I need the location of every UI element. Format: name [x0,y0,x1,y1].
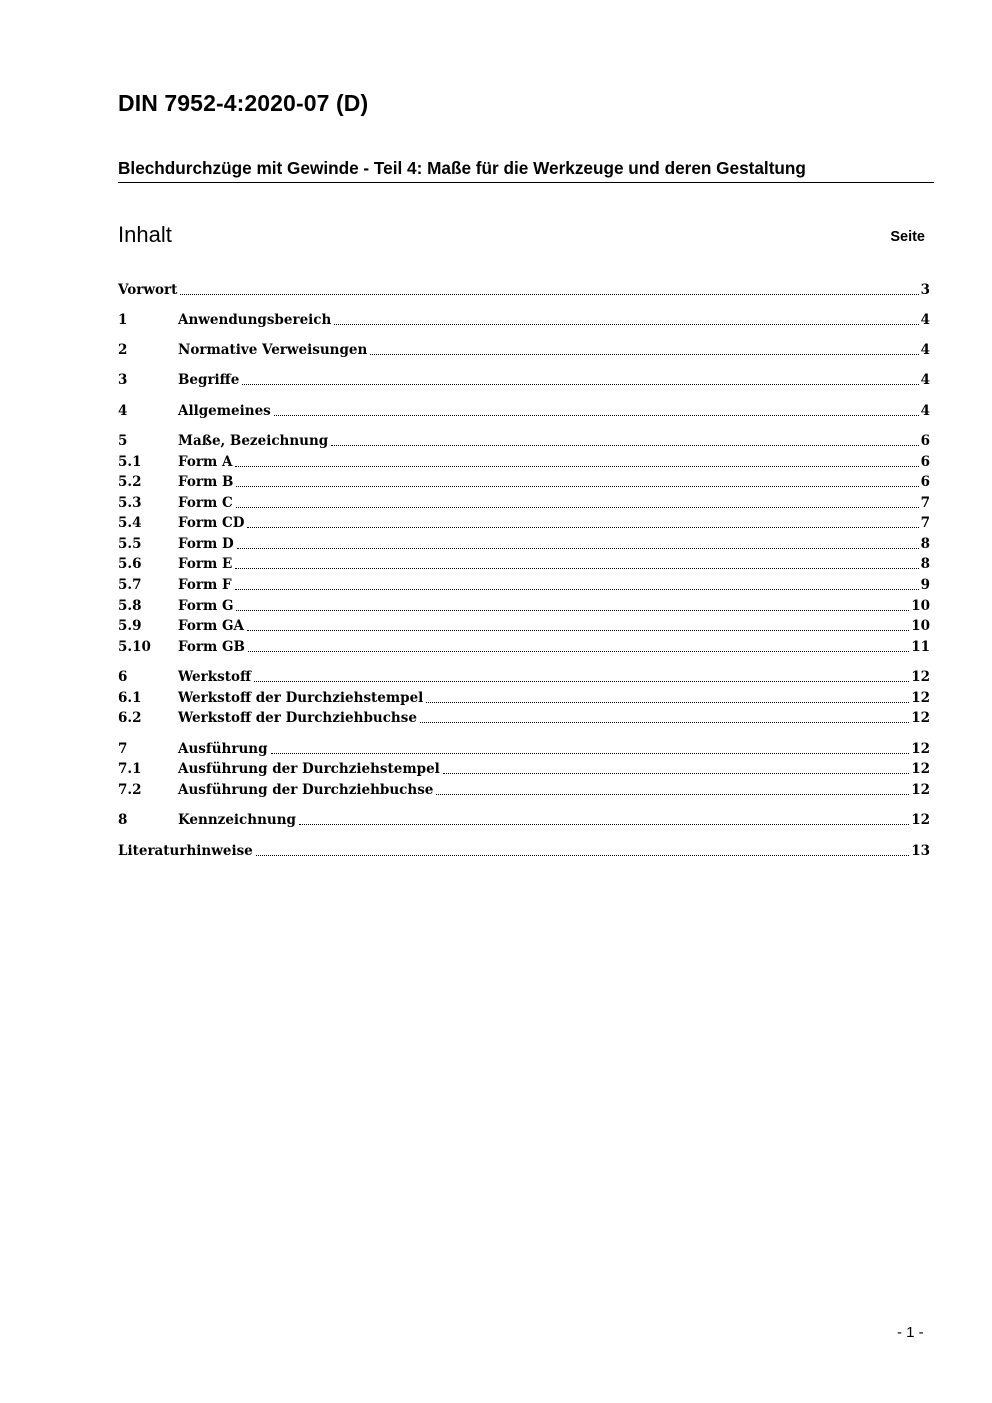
toc-leader-dots [248,651,909,652]
toc-entry-title: Ausführung der Durchziehbuchse [178,782,434,798]
toc-entry-literaturhinweise[interactable] [118,841,930,861]
toc-entry-page: 10 [911,598,930,614]
toc-entry-number: 5.4 [118,515,142,531]
toc-leader-dots [299,824,909,825]
toc-leader-dots [235,589,919,590]
toc-leader-dots [370,354,918,355]
toc-entry-number: 6.1 [118,690,142,706]
toc-leader-dots [236,507,919,508]
toc-entry-page: 7 [920,495,930,511]
toc-entry-page: 12 [911,669,930,685]
toc-leader-dots [426,702,909,703]
toc-leader-dots [247,527,918,528]
toc-entry-page: 4 [920,403,930,419]
toc-entry-number: 5.10 [118,639,151,655]
toc-entry-7-2[interactable] [118,780,930,800]
toc-leader-dots [436,794,909,795]
toc-entry-title: Allgemeines [178,403,271,419]
toc-entry-title: Form G [178,598,234,614]
toc-entry-title: Form CD [178,515,245,531]
toc-entry-title: Werkstoff [178,669,252,685]
toc-entry-title: Form A [178,454,233,470]
toc-entry-title: Form D [178,536,234,552]
toc-entry-number: 2 [118,342,128,358]
toc-entry-page: 12 [911,741,930,757]
toc-leader-dots [274,415,919,416]
toc-entry-page: 10 [911,618,930,634]
toc-entry-5-6[interactable] [118,554,930,574]
toc-entry-page: 13 [911,843,930,859]
toc-leader-dots [443,773,909,774]
toc-entry-title: Form GB [178,639,245,655]
toc-leader-dots [235,568,918,569]
toc-leader-dots [180,294,918,295]
toc-entry-8[interactable] [118,810,930,830]
toc-entry-title: Normative Verweisungen [178,342,368,358]
toc-entry-page: 7 [920,515,930,531]
toc-leader-dots [236,610,909,611]
document-title: DIN 7952-4:2020-07 (D) [118,90,369,116]
toc-entry-title: Anwendungsbereich [178,312,332,328]
toc-entry-page: 12 [911,710,930,726]
toc-leader-dots [236,486,918,487]
toc-leader-dots [256,855,909,856]
toc-entry-title: Kennzeichnung [178,812,296,828]
toc-page-column-label: Seite [890,229,925,245]
toc-leader-dots [235,466,918,467]
toc-entry-5-9[interactable] [118,616,930,636]
toc-entry-5-2[interactable] [118,472,930,492]
toc-entry-title: Literaturhinweise [118,843,253,859]
toc-entry-title: Form E [178,556,233,572]
toc-leader-dots [237,548,919,549]
toc-entry-page: 12 [911,782,930,798]
toc-entry-number: 5.7 [118,577,142,593]
toc-entry-vorwort[interactable] [118,280,930,300]
toc-entry-5-4[interactable] [118,513,930,533]
toc-entry-number: 5 [118,433,128,449]
toc-entry-title: Werkstoff der Durchziehbuchse [178,710,417,726]
toc-entry-number: 8 [118,812,128,828]
toc-entry-title: Ausführung der Durchziehstempel [178,761,440,777]
toc-entry-7[interactable] [118,739,930,759]
toc-leader-dots [271,753,910,754]
toc-leader-dots [247,630,909,631]
toc-entry-title: Form B [178,474,234,490]
toc-entry-page: 6 [920,454,930,470]
toc-entry-5-7[interactable] [118,575,930,595]
toc-entry-number: 6.2 [118,710,142,726]
toc-entry-page: 8 [920,536,930,552]
toc-entry-title: Ausführung [178,741,268,757]
toc-entry-number: 3 [118,372,128,388]
toc-entry-4[interactable] [118,401,930,421]
toc-entry-title: Vorwort [118,282,178,298]
toc-entry-number: 1 [118,312,128,328]
toc-entry-5[interactable] [118,431,930,451]
toc-entry-page: 4 [920,312,930,328]
toc-entry-page: 12 [911,690,930,706]
toc-entry-page: 6 [920,433,930,449]
toc-entry-page: 12 [911,812,930,828]
toc-entry-number: 5.3 [118,495,142,511]
toc-entry-number: 5.5 [118,536,142,552]
toc-leader-dots [242,384,918,385]
page-number: - 1 - [897,1324,924,1341]
toc-entry-6-2[interactable] [118,708,930,728]
toc-entry-page: 6 [920,474,930,490]
toc-entry-5-3[interactable] [118,493,930,513]
toc-entry-number: 4 [118,403,128,419]
toc-entry-number: 7.2 [118,782,142,798]
toc-entry-page: 9 [920,577,930,593]
toc-entry-number: 5.8 [118,598,142,614]
toc-entry-title: Begriffe [178,372,240,388]
toc-entry-number: 7.1 [118,761,142,777]
toc-entry-title: Form C [178,495,233,511]
toc-entry-5-1[interactable] [118,452,930,472]
toc-heading: Inhalt [118,222,172,247]
toc-entry-page: 3 [920,282,930,298]
toc-entry-5-10[interactable] [118,637,930,657]
toc-entry-title: Werkstoff der Durchziehstempel [178,690,424,706]
toc-entry-number: 7 [118,741,128,757]
toc-entry-5-8[interactable] [118,596,930,616]
toc-entry-5-5[interactable] [118,534,930,554]
toc-entry-number: 5.2 [118,474,142,490]
toc-entry-page: 12 [911,761,930,777]
toc-leader-dots [334,324,918,325]
toc-entry-6-1[interactable] [118,688,930,708]
toc-entry-2[interactable] [118,340,930,360]
toc-entry-title: Form GA [178,618,244,634]
toc-entry-7-1[interactable] [118,759,930,779]
toc-entry-title: Form F [178,577,232,593]
toc-entry-page: 11 [911,639,930,655]
toc-entry-3[interactable] [118,370,930,390]
document-subtitle: Blechdurchzüge mit Gewinde - Teil 4: Maße für die Werkzeuge und deren Gestaltung [118,158,934,183]
toc-leader-dots [331,445,918,446]
toc-entry-number: 5.9 [118,618,142,634]
toc-entry-page: 4 [920,372,930,388]
toc-entry-number: 5.6 [118,556,142,572]
toc-leader-dots [254,681,909,682]
toc-entry-page: 8 [920,556,930,572]
toc-entry-6[interactable] [118,667,930,687]
toc-leader-dots [420,722,909,723]
toc-entry-number: 5.1 [118,454,142,470]
toc-entry-1[interactable] [118,310,930,330]
toc-entry-page: 4 [920,342,930,358]
toc-entry-number: 6 [118,669,128,685]
toc-entry-title: Maße, Bezeichnung [178,433,329,449]
